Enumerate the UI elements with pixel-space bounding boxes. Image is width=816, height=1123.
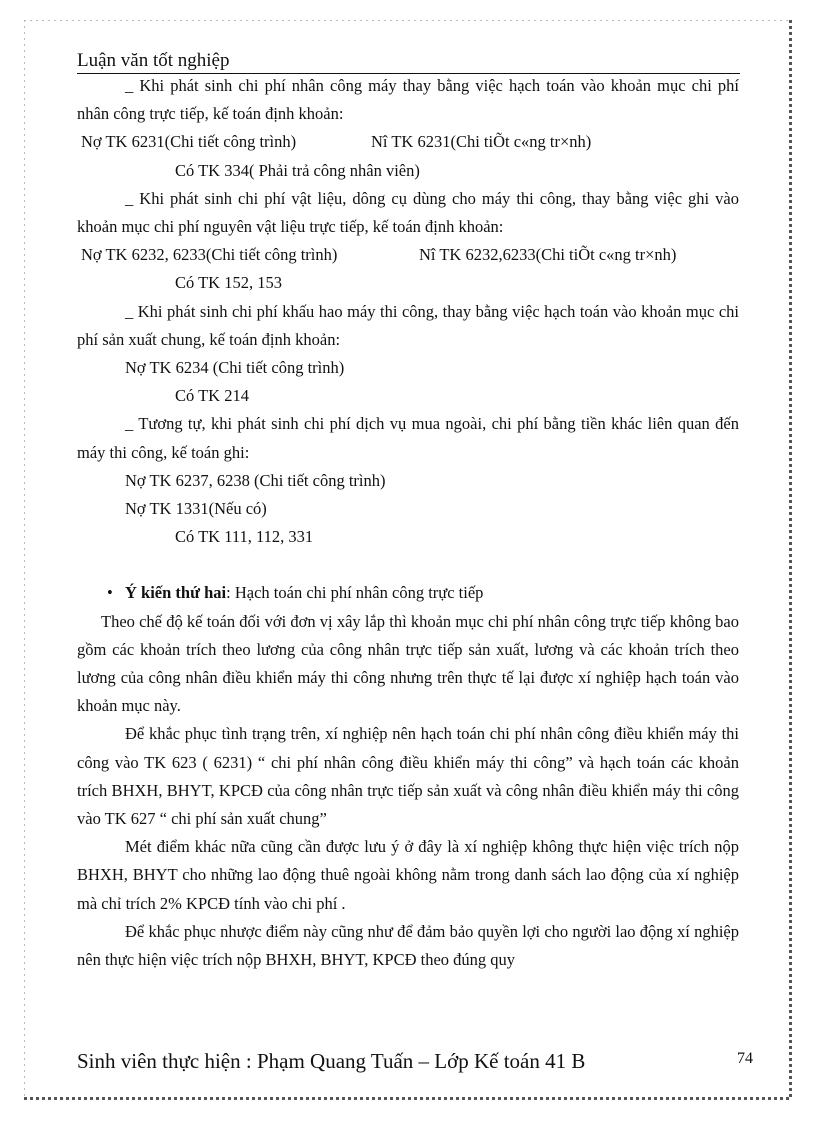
bullet-icon: • (107, 583, 113, 603)
entry-debit-6234: Nợ TK 6234 (Chi tiết công trình) (125, 358, 345, 378)
paragraph-fix: Để khắc phục nhược điểm này cũng như để đảm bảo quyền lợi cho người lao động xí nghiệp nên thực hiện việc trích nộp BHXH, BHYT, KPCĐ theo đúng quy (77, 921, 739, 970)
entry-debit-6231 (77, 128, 739, 156)
paragraph-another-point: Mét điểm khác nữa cũng cần được lưu ý ở đây là xí nghiệp không thực hiện việc trích nộp BHXH, BHYT cho những lao động thuê ngoài không nằm trong danh sách lao động của xí nghiệp mà chỉ trích 2% KPCĐ tính vào chi phí . (77, 837, 739, 913)
entry-debit-6232 (77, 241, 739, 269)
paragraph-services: _ Tương tự, khi phát sinh chi phí dịch vụ mua ngoài, chi phí bằng tiền khác liên quan đến máy thi công, kế toán ghi: (77, 414, 739, 462)
frame-left-edge (24, 20, 25, 1100)
entry-debit-garbled: Nî TK 6231(Chi tiÕt c«ng tr×nh) (371, 132, 592, 152)
spacer (77, 551, 739, 579)
paragraph-regulation: Theo chế độ kế toán đối với đơn vị xây lắp thì khoản mục chi phí nhân công trực tiếp không bao gồm các khoản trích theo lương của công nhân trực tiếp sản xuất, lương và các khoản trích theo lương của công nhân điều khiển máy thi công nhưng trên thực tế lại được xí nghiệp hạch toán vào khoản mục này. (77, 611, 739, 716)
paragraph-remedy: Để khắc phục tình trạng trên, xí nghiệp nên hạch toán chi phí nhân công điều khiển máy thi công vào TK 623 ( 6231) “ chi phí nhân công điều khiển máy thi công” và hạch toán các khoản trích BHXH, BHYT, KPCĐ của công nhân trực tiếp sản xuất và công nhân điều khiển máy thi công vào TK 627 “ chi phí sản xuất chung” (77, 724, 739, 829)
page-header: Luận văn tốt nghiệp (77, 50, 740, 74)
frame-right-edge (789, 20, 792, 1100)
page-number: 74 (737, 1050, 753, 1067)
paragraph-material-cost: _ Khi phát sinh chi phí vật liệu, dông cụ dùng cho máy thi công, thay bằng việc ghi vào khoản mục chi phí nguyên vật liệu trực tiếp, kế toán định khoản: (77, 188, 739, 237)
entry-debit-6237: Nợ TK 6237, 6238 (Chi tiết công trình) (125, 470, 386, 490)
page-footer: Sinh viên thực hiện : Phạm Quang Tuấn – Lớp Kế toán 41 B (77, 1049, 586, 1073)
paragraph-depreciation: _ Khi phát sinh chi phí khấu hao máy thi công, thay bằng việc hạch toán vào khoản mục chi phí sản xuất chung, kế toán định khoản: (77, 301, 739, 349)
entry-credit-111: Có TK 111, 112, 331 (175, 527, 314, 547)
paragraph-labor-cost: _ Khi phát sinh chi phí nhân công máy thay bằng việc hạch toán vào khoản mục chi phí nhân công trực tiếp, kế toán định khoản: (77, 76, 739, 124)
frame-bottom-edge (24, 1097, 792, 1100)
entry-debit-text: Nợ TK 6231(Chi tiết công trình) (81, 132, 297, 152)
entry-credit-334: Có TK 334( Phải trả công nhân viên) (175, 160, 420, 180)
bullet-heading (77, 579, 739, 607)
bullet-subtitle: : Hạch toán chi phí nhân công trực tiếp (226, 583, 484, 603)
bullet-title: Ý kiến thứ hai (125, 583, 227, 603)
document-body (77, 72, 739, 974)
entry-debit-1331: Nợ TK 1331(Nếu có) (125, 499, 267, 519)
entry-credit-152: Có TK 152, 153 (175, 273, 282, 293)
entry-debit-text: Nợ TK 6232, 6233(Chi tiết công trình) (81, 245, 338, 265)
entry-credit-214: Có TK 214 (175, 386, 249, 406)
frame-top-edge (24, 20, 792, 21)
entry-debit-garbled: Nî TK 6232,6233(Chi tiÕt c«ng tr×nh) (419, 245, 677, 265)
